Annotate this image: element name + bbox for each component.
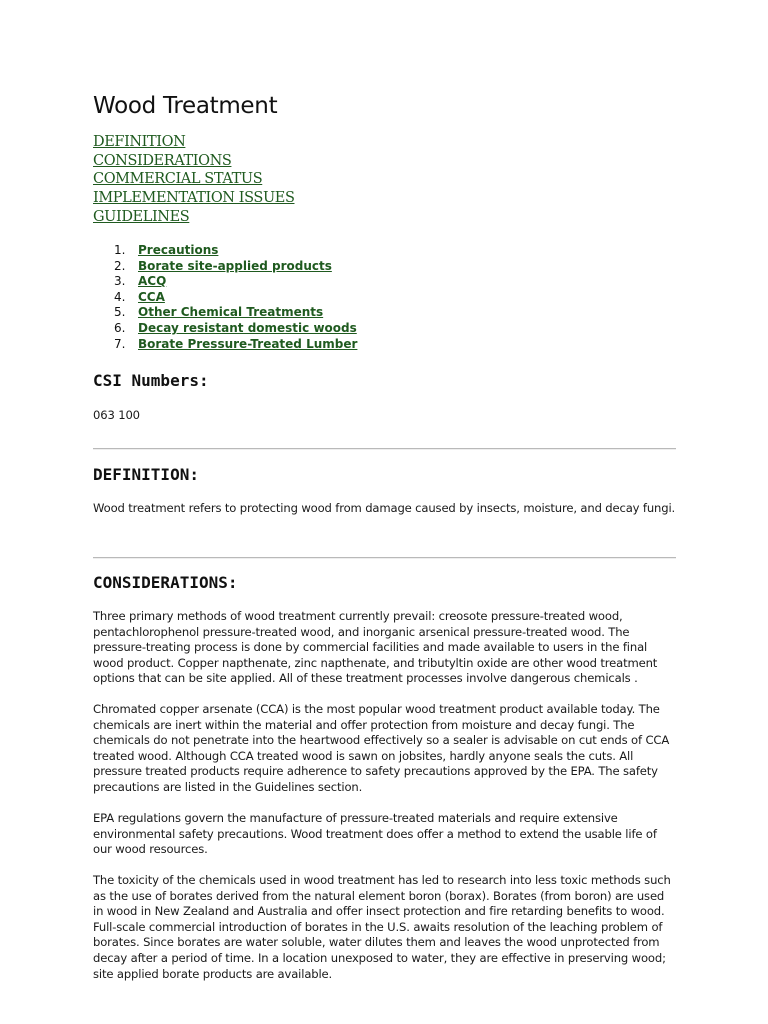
section-divider	[93, 557, 676, 559]
nav-item-definition	[93, 132, 294, 151]
considerations-paragraph-1: Three primary methods of wood treatment currently prevail: creosote pressure-treated wood, pentachlorophenol pressure-treated wood, and inorganic arsenical pressure-treated wood. The pressure-treating process is done by commercial facilities and made available to users in the final wood product. Copper napthenate, zinc napthenate, and tributyltin oxide are other wood treatment options that can be site applied. All of these treatment processes involve dangerous chemicals .	[93, 609, 658, 686]
definition-text: Wood treatment refers to protecting wood from damage caused by insects, moisture, and decay fungi.	[93, 501, 676, 515]
definition-heading: DEFINITION:	[93, 465, 199, 484]
csi-heading: CSI Numbers:	[93, 371, 209, 390]
guideline-link-other-chemical[interactable]: Other Chemical Treatments	[138, 305, 324, 320]
considerations-paragraph-3: EPA regulations govern the manufacture of pressure-treated materials and require extensive environmental safety precautions. Wood treatment does offer a method to extend the usable life of our wood resources.	[93, 811, 657, 857]
nav-link-commercial-status[interactable]: COMMERCIAL STATUS	[93, 171, 263, 188]
guideline-link-decay-resistant[interactable]: Decay resistant domestic woods	[138, 320, 357, 335]
list-number: 7.	[114, 336, 126, 351]
list-number: 2.	[114, 258, 126, 273]
considerations-paragraph-4: The toxicity of the chemicals used in wood treatment has led to research into less toxic methods such as the use of borates derived from the natural element boron (borax). Borates (from boron) are used in wood in New Zealand and Australia and offer insect protection and fire retarding benefits to wood. Full-scale commercial introduction of borates in the U.S. awaits resolution of the leaching problem of borates. Since borates are water soluble, water dilutes them and leaves the wood unprotected from decay after a period of time. In a location unexposed to water, they are effective in preserving wood; site applied borate products are available.	[93, 873, 671, 981]
section-nav	[93, 132, 294, 225]
guideline-link-precautions[interactable]: Precautions	[138, 243, 219, 257]
nav-item-considerations	[93, 151, 294, 170]
nav-link-considerations[interactable]: CONSIDERATIONS	[93, 152, 232, 169]
list-number: 4.	[114, 289, 126, 304]
csi-value: 063 100	[93, 408, 140, 422]
guideline-link-borate-site-applied[interactable]: Borate site-applied products	[138, 258, 332, 273]
nav-link-definition[interactable]: DEFINITION	[93, 134, 186, 150]
nav-link-guidelines[interactable]: GUIDELINES	[93, 208, 190, 225]
considerations-paragraph-2: Chromated copper arsenate (CCA) is the most popular wood treatment product available today. The chemicals are inert within the material and offer protection from moisture and decay fungi. The chemicals do not penetrate into the heartwood effectively so a sealer is advisable on cut ends of CCA treated wood. Although CCA treated wood is sawn on jobsites, hardly anyone seals the cuts. All pressure treated products require adherence to safety precautions approved by the EPA. The safety precautions are listed in the Guidelines section.	[93, 702, 670, 794]
nav-item-commercial-status	[93, 169, 294, 188]
section-divider	[93, 448, 676, 450]
considerations-heading: CONSIDERATIONS:	[93, 573, 238, 592]
nav-link-implementation-issues[interactable]: IMPLEMENTATION ISSUES	[93, 190, 295, 207]
list-number: 5.	[114, 305, 126, 320]
list-number: 1.	[114, 243, 126, 257]
guideline-link-cca[interactable]: CCA	[138, 289, 165, 304]
nav-item-implementation-issues	[93, 188, 294, 207]
list-number: 6.	[114, 320, 126, 335]
nav-item-guidelines	[93, 207, 294, 226]
page-title: Wood Treatment	[93, 93, 278, 119]
guideline-link-acq[interactable]: ACQ	[138, 274, 167, 289]
guideline-link-borate-pressure-treated[interactable]: Borate Pressure-Treated Lumber	[138, 336, 358, 351]
list-number: 3.	[114, 274, 126, 289]
